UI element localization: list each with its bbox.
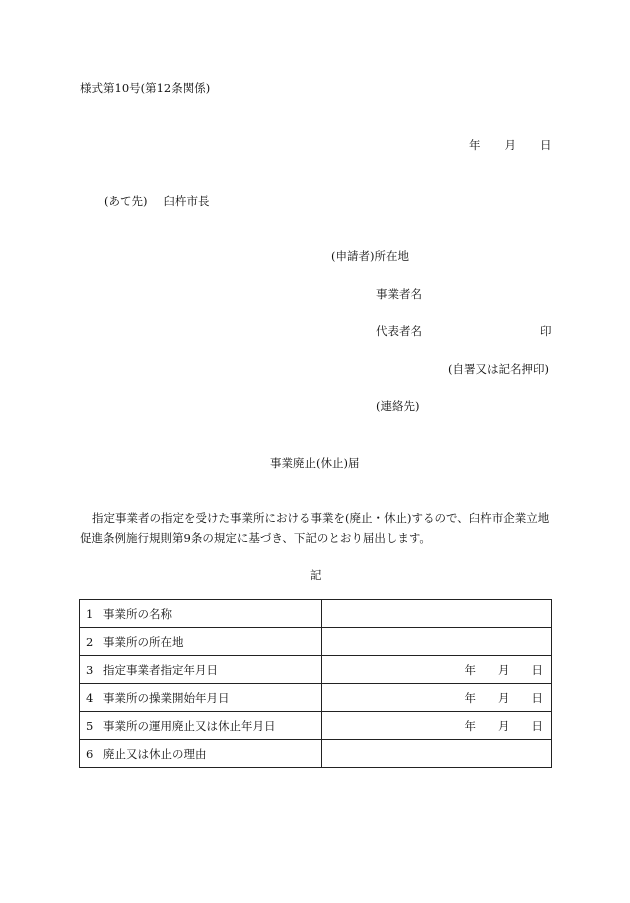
items-table <box>79 599 552 768</box>
row-value-cell[interactable] <box>322 740 552 768</box>
row-date-fields <box>465 662 544 678</box>
row-date-year: 年 <box>464 718 476 733</box>
row-value-cell[interactable] <box>322 628 552 656</box>
row-label: 廃止又は休止の理由 <box>103 746 207 761</box>
table-row <box>80 684 552 712</box>
row-date-day: 日 <box>531 662 543 677</box>
row-date-day: 日 <box>531 718 543 733</box>
form-number: 様式第10号(第12条関係) <box>80 81 211 95</box>
row-value-cell[interactable] <box>322 712 552 740</box>
row-label-cell <box>80 740 322 768</box>
date-year: 年 <box>469 138 481 152</box>
document-title: 事業廃止(休止)届 <box>270 456 360 470</box>
table-row <box>80 628 552 656</box>
contact-label: (連絡先) <box>376 399 420 413</box>
addressee-name: 臼杵市長 <box>163 194 210 208</box>
row-value-cell[interactable] <box>322 656 552 684</box>
table-row <box>80 600 552 628</box>
row-number: 2 <box>86 634 94 649</box>
date-month: 月 <box>504 138 516 152</box>
row-date-year: 年 <box>464 690 476 705</box>
row-number: 4 <box>86 690 94 705</box>
row-label: 事業所の操業開始年月日 <box>103 690 230 705</box>
date-day: 日 <box>540 138 552 152</box>
row-label: 事業所の所在地 <box>103 634 184 649</box>
applicant-address-label: (申請者)所在地 <box>331 249 409 263</box>
row-date-month: 月 <box>498 718 510 733</box>
signature-note: (自署又は記名押印) <box>448 362 549 376</box>
body-text: 指定事業者の指定を受けた事業所における事業を(廃止・休止)するので、臼杵市企業立地促進条例施行規則第9条の規定に基づき、下記のとおり届出します。 <box>80 511 550 545</box>
row-label-cell <box>80 712 322 740</box>
date-line <box>469 137 552 153</box>
row-number: 6 <box>86 746 94 761</box>
row-date-fields <box>465 718 544 734</box>
row-value-cell[interactable] <box>322 600 552 628</box>
table-row <box>80 740 552 768</box>
row-date-month: 月 <box>498 690 510 705</box>
row-value-cell[interactable] <box>322 684 552 712</box>
row-date-year: 年 <box>464 662 476 677</box>
addressee <box>104 193 209 209</box>
row-label: 事業所の名称 <box>103 606 172 621</box>
row-label-cell <box>80 656 322 684</box>
table-row <box>80 712 552 740</box>
row-date-fields <box>465 690 544 706</box>
ki-heading: 記 <box>310 568 322 582</box>
row-date-day: 日 <box>531 690 543 705</box>
representative-name-label: 代表者名 <box>376 324 422 338</box>
table-row <box>80 656 552 684</box>
row-label-cell <box>80 684 322 712</box>
row-label: 事業所の運用廃止又は休止年月日 <box>103 718 276 733</box>
row-number: 5 <box>86 718 94 733</box>
business-name-label: 事業者名 <box>376 287 422 301</box>
addressee-prefix: (あて先) <box>104 194 148 208</box>
row-number: 3 <box>86 662 94 677</box>
row-label: 指定事業者指定年月日 <box>103 662 218 677</box>
row-date-month: 月 <box>498 662 510 677</box>
row-label-cell <box>80 628 322 656</box>
seal-mark: 印 <box>540 324 552 338</box>
row-number: 1 <box>86 606 94 621</box>
row-label-cell <box>80 600 322 628</box>
